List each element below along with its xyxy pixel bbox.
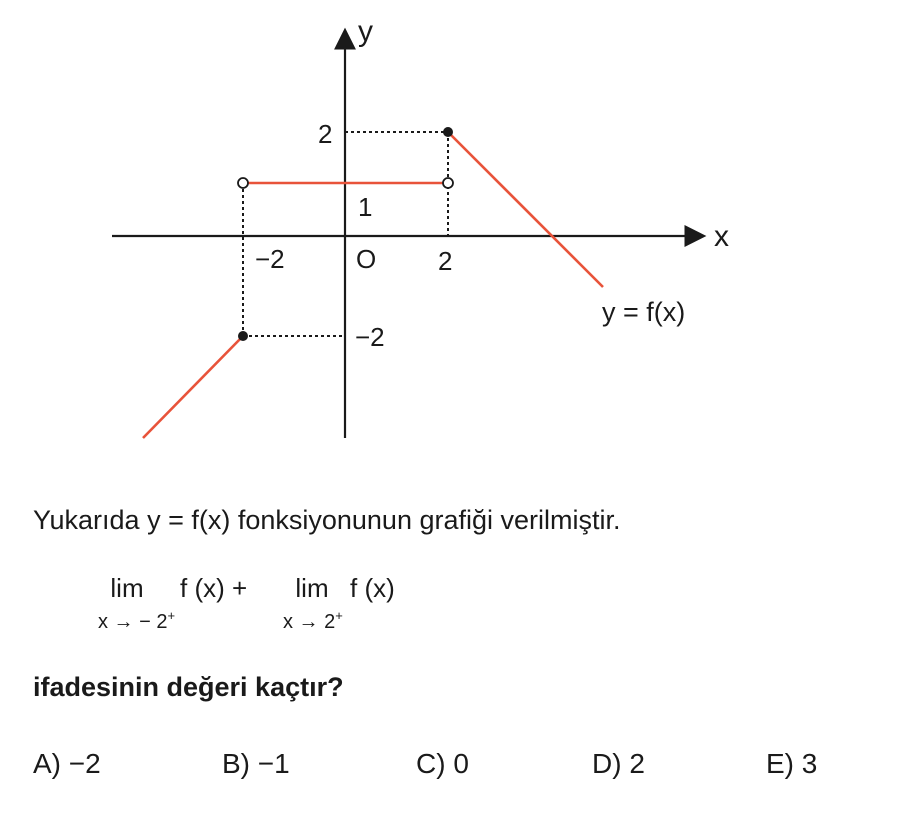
tick-label-y-neg2: −2 (355, 322, 385, 352)
limit-2-word: lim (295, 573, 329, 603)
function-label: y = f(x) (602, 297, 686, 327)
choice-a[interactable]: A) −2 (33, 748, 101, 779)
closed-point-2-2 (443, 127, 453, 137)
limit-2-expression: f (x) (350, 573, 395, 603)
limit-1 (98, 573, 176, 635)
limit-1-subscript (98, 603, 176, 635)
choice-b[interactable]: B) −1 (222, 748, 290, 779)
open-point-neg2-1 (238, 178, 248, 188)
y-axis-label: y (358, 15, 373, 48)
choice-e[interactable]: E) 3 (766, 748, 818, 779)
open-point-2-1 (443, 178, 453, 188)
tick-label-y-1: 1 (358, 192, 373, 222)
question-prompt: ifadesinin değeri kaçtır? (33, 672, 344, 702)
limit-2-side: + (335, 608, 343, 623)
closed-point-neg2-neg2 (238, 331, 248, 341)
origin-label: O (356, 244, 377, 274)
limit-2-subscript (283, 603, 341, 635)
tick-label-x-neg2: −2 (255, 244, 285, 274)
limit-1-word: lim (110, 573, 144, 603)
choice-d[interactable]: D) 2 (592, 748, 645, 779)
tick-label-y-2: 2 (318, 119, 333, 149)
question-text: Yukarıda y = f(x) fonksiyonunun grafiği verilmiştir. (33, 505, 621, 535)
limit-1-approach: x → − 2 (98, 611, 168, 633)
tick-label-x-2: 2 (438, 246, 453, 276)
limit-2-approach: x → 2 (283, 611, 336, 633)
right-segment (448, 132, 603, 287)
choice-c[interactable]: C) 0 (416, 748, 469, 779)
limit-2 (283, 573, 341, 635)
limit-1-expression: f (x) + (180, 573, 248, 603)
limit-1-side: + (167, 608, 176, 623)
left-segment (143, 336, 243, 438)
x-axis-label: x (714, 220, 729, 253)
